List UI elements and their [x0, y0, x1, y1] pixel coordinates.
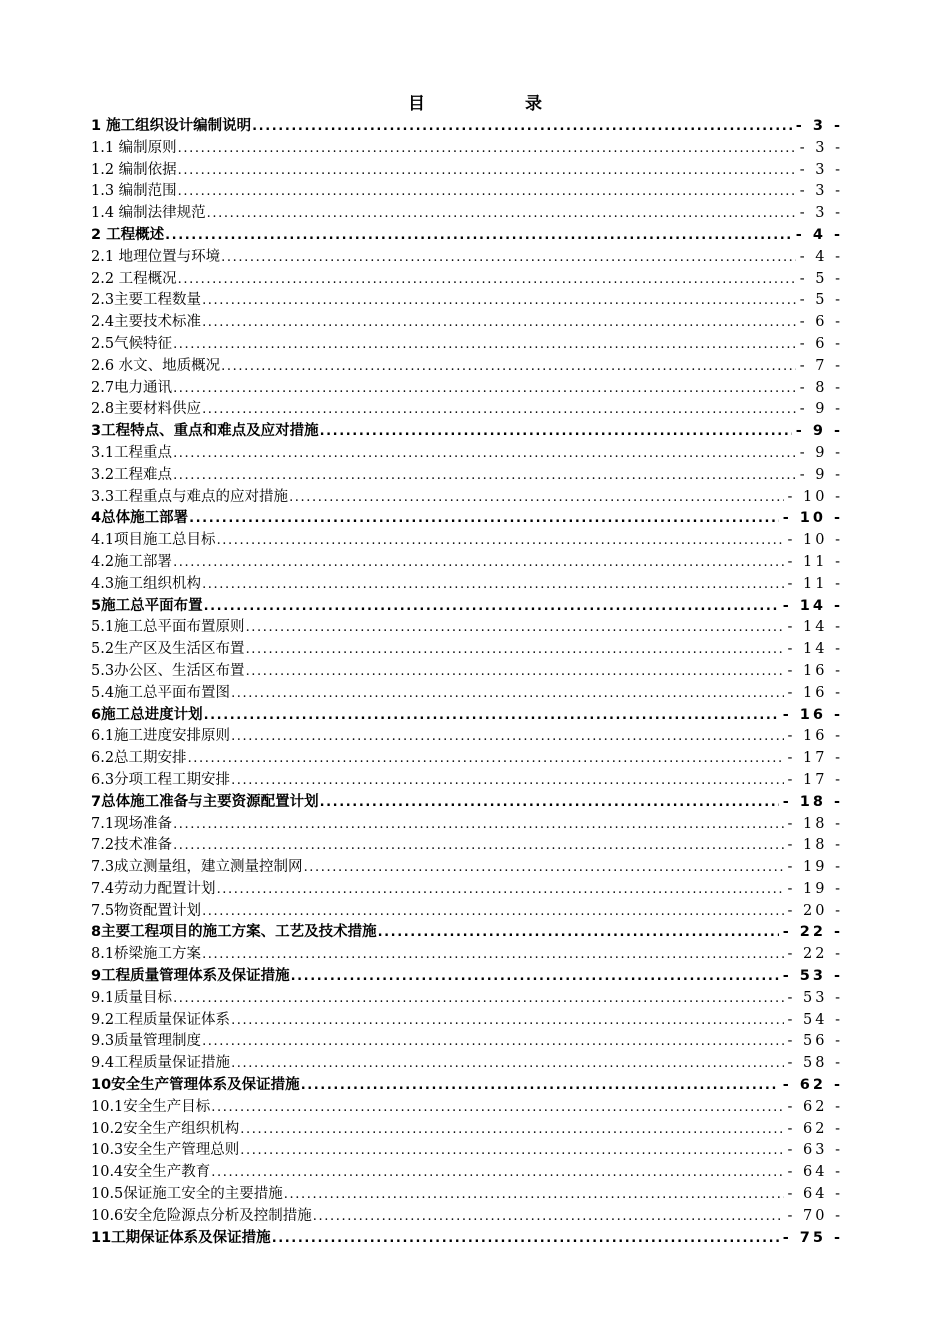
toc-entry-page-number: - 14 - — [787, 619, 843, 636]
toc-dot-leader — [301, 1075, 779, 1097]
toc-entry-page-number: - 14 - — [787, 641, 843, 658]
toc-dot-leader — [304, 857, 784, 879]
toc-dot-leader — [211, 1162, 783, 1184]
toc-entry-page-number: - 3 - — [799, 183, 843, 200]
toc-entry-page-number: - 22 - — [782, 924, 843, 941]
toc-entry-page-number: - 62 - — [787, 1120, 843, 1137]
toc-dot-leader — [231, 726, 783, 748]
toc-entry-page-number: - 11 - — [787, 575, 843, 592]
toc-entry-label: 1.3 编制范围 — [91, 183, 177, 200]
toc-entry-section[interactable] — [91, 879, 843, 901]
toc-title-char-1: 目 — [408, 94, 425, 114]
toc-entry-label: 5.3办公区、生活区布置 — [91, 662, 245, 679]
toc-dot-leader — [173, 988, 783, 1010]
toc-entry-label: 4.2施工部署 — [91, 553, 173, 570]
toc-dot-leader — [246, 617, 784, 639]
toc-entry-page-number: - 56 - — [787, 1033, 843, 1050]
toc-entry-section[interactable] — [91, 530, 843, 552]
toc-dot-leader — [291, 966, 779, 988]
toc-entry-chapter[interactable] — [91, 1228, 843, 1250]
toc-entry-chapter[interactable] — [91, 792, 843, 814]
toc-entry-label: 8主要工程项目的施工方案、工艺及技术措施 — [91, 924, 377, 941]
toc-dot-leader — [204, 705, 779, 727]
toc-entry-label: 11工期保证体系及保证措施 — [91, 1229, 271, 1246]
toc-dot-leader — [240, 1140, 783, 1162]
toc-entry-page-number: - 7 - — [799, 357, 843, 374]
toc-entry-chapter[interactable] — [91, 421, 843, 443]
toc-dot-leader — [231, 683, 783, 705]
toc-dot-leader — [173, 835, 783, 857]
toc-entry-page-number: - 3 - — [799, 161, 843, 178]
toc-entry-section[interactable] — [91, 1097, 843, 1119]
toc-entry-page-number: - 19 - — [787, 859, 843, 876]
toc-entry-page-number: - 16 - — [782, 706, 843, 723]
toc-dot-leader — [217, 530, 784, 552]
toc-entry-page-number: - 9 - — [799, 466, 843, 483]
toc-entry-page-number: - 16 - — [787, 684, 843, 701]
toc-entry-chapter[interactable] — [91, 596, 843, 618]
toc-entry-section[interactable] — [91, 661, 843, 683]
toc-dot-leader — [188, 748, 784, 770]
toc-title — [0, 92, 950, 116]
toc-entry-page-number: - 62 - — [787, 1098, 843, 1115]
toc-dot-leader — [378, 922, 779, 944]
toc-entry-label: 7总体施工准备与主要资源配置计划 — [91, 793, 319, 810]
toc-entry-chapter[interactable] — [91, 225, 843, 247]
toc-entry-label: 9工程质量管理体系及保证措施 — [91, 968, 290, 985]
toc-entry-page-number: - 18 - — [787, 837, 843, 854]
toc-entry-label: 10安全生产管理体系及保证措施 — [91, 1077, 300, 1094]
toc-entry-label: 6.3分项工程工期安排 — [91, 771, 231, 788]
toc-entry-section[interactable] — [91, 399, 843, 421]
toc-entry-label: 5施工总平面布置 — [91, 597, 203, 614]
toc-entry-chapter[interactable] — [91, 508, 843, 530]
toc-dot-leader — [173, 552, 783, 574]
toc-entry-label: 3.2工程难点 — [91, 466, 173, 483]
toc-entry-section[interactable] — [91, 443, 843, 465]
toc-entry-page-number: - 53 - — [782, 968, 843, 985]
toc-entry-label: 7.2技术准备 — [91, 837, 173, 854]
toc-dot-leader — [173, 443, 796, 465]
toc-dot-leader — [202, 944, 783, 966]
toc-entry-label: 3.3工程重点与难点的应对措施 — [91, 488, 289, 505]
toc-dot-leader — [173, 378, 796, 400]
toc-entry-label: 6施工总进度计划 — [91, 706, 203, 723]
toc-dot-leader — [202, 312, 796, 334]
toc-dot-leader — [178, 269, 796, 291]
toc-entry-page-number: - 54 - — [787, 1011, 843, 1028]
toc-dot-leader — [252, 116, 792, 138]
toc-entry-label: 4总体施工部署 — [91, 510, 189, 527]
toc-entry-page-number: - 20 - — [787, 902, 843, 919]
toc-entry-label: 9.3质量管理制度 — [91, 1033, 202, 1050]
toc-entry-label: 7.1现场准备 — [91, 815, 173, 832]
toc-entry-section[interactable] — [91, 944, 843, 966]
toc-dot-leader — [173, 814, 783, 836]
toc-entry-section[interactable] — [91, 312, 843, 334]
toc-entry-section[interactable] — [91, 1031, 843, 1053]
toc-entry-label: 2.6 水文、地质概况 — [91, 357, 221, 374]
toc-entry-section[interactable] — [91, 247, 843, 269]
toc-entry-chapter[interactable] — [91, 966, 843, 988]
toc-entry-chapter[interactable] — [91, 922, 843, 944]
toc-entry-page-number: - 10 - — [787, 488, 843, 505]
toc-dot-leader — [246, 639, 784, 661]
toc-title-char-2: 录 — [525, 94, 542, 114]
toc-entry-label: 10.4安全生产教育 — [91, 1164, 211, 1181]
toc-entry-label: 7.3成立测量组，建立测量控制网 — [91, 859, 303, 876]
toc-entry-label: 8.1桥梁施工方案 — [91, 946, 202, 963]
toc-entry-section[interactable] — [91, 835, 843, 857]
toc-entry-label: 1.2 编制依据 — [91, 161, 177, 178]
toc-dot-leader — [202, 574, 783, 596]
toc-entry-label: 9.1质量目标 — [91, 989, 173, 1006]
toc-entry-label: 3工程特点、重点和难点及应对措施 — [91, 423, 319, 440]
toc-entry-label: 10.5保证施工安全的主要措施 — [91, 1186, 283, 1203]
toc-dot-leader — [284, 1184, 784, 1206]
toc-entry-section[interactable] — [91, 574, 843, 596]
toc-entry-page-number: - 3 - — [799, 139, 843, 156]
toc-dot-leader — [320, 792, 779, 814]
toc-dot-leader — [231, 1053, 783, 1075]
toc-entry-section[interactable] — [91, 639, 843, 661]
toc-entry-page-number: - 9 - — [799, 444, 843, 461]
toc-entry-section[interactable] — [91, 334, 843, 356]
toc-dot-leader — [240, 1119, 783, 1141]
toc-dot-leader — [313, 1206, 784, 1228]
toc-dot-leader — [178, 138, 796, 160]
toc-entry-page-number: - 63 - — [787, 1142, 843, 1159]
toc-dot-leader — [202, 901, 783, 923]
toc-entry-label: 1.4 编制法律规范 — [91, 205, 206, 222]
toc-entry-label: 1.1 编制原则 — [91, 139, 177, 156]
toc-entry-page-number: - 10 - — [787, 532, 843, 549]
toc-entry-page-number: - 16 - — [787, 728, 843, 745]
toc-entry-page-number: - 14 - — [782, 597, 843, 614]
toc-entry-label: 2.5气候特征 — [91, 335, 173, 352]
toc-entry-section[interactable] — [91, 770, 843, 792]
toc-entry-section[interactable] — [91, 356, 843, 378]
toc-entry-section[interactable] — [91, 269, 843, 291]
toc-entry-section[interactable] — [91, 857, 843, 879]
toc-entry-label: 4.1项目施工总目标 — [91, 532, 216, 549]
toc-entry-label: 1 施工组织设计编制说明 — [91, 118, 252, 134]
toc-dot-leader — [189, 508, 779, 530]
toc-entry-page-number: - 10 - — [782, 510, 843, 527]
toc-entry-page-number: - 5 - — [799, 270, 843, 287]
toc-dot-leader — [221, 356, 796, 378]
toc-dot-leader — [320, 421, 792, 443]
toc-entry-section[interactable] — [91, 290, 843, 312]
toc-entry-label: 6.1施工进度安排原则 — [91, 728, 231, 745]
toc-entry-page-number: - 4 - — [795, 226, 843, 243]
toc-entry-section[interactable] — [91, 988, 843, 1010]
toc-entry-chapter[interactable] — [91, 1075, 843, 1097]
toc-dot-leader — [231, 1010, 783, 1032]
toc-entry-page-number: - 4 - — [799, 248, 843, 265]
toc-entry-page-number: - 18 - — [787, 815, 843, 832]
toc-entry-section[interactable] — [91, 552, 843, 574]
toc-entry-label: 3.1工程重点 — [91, 444, 173, 461]
toc-entry-label: 2.2 工程概况 — [91, 270, 177, 287]
toc-dot-leader — [173, 465, 796, 487]
toc-entry-section[interactable] — [91, 1053, 843, 1075]
toc-entry-label: 5.2生产区及生活区布置 — [91, 641, 245, 658]
toc-dot-leader — [204, 596, 779, 618]
toc-dot-leader — [207, 203, 796, 225]
toc-entry-section[interactable] — [91, 748, 843, 770]
toc-entry-section[interactable] — [91, 683, 843, 705]
toc-dot-leader — [272, 1228, 779, 1250]
toc-entry-label: 2 工程概述 — [91, 226, 165, 243]
toc-entry-label: 9.2工程质量保证体系 — [91, 1011, 231, 1028]
toc-entry-section[interactable] — [91, 1010, 843, 1032]
toc-entry-page-number: - 75 - — [782, 1229, 843, 1246]
toc-entry-page-number: - 70 - — [787, 1207, 843, 1224]
toc-entry-label: 4.3施工组织机构 — [91, 575, 202, 592]
toc-entry-chapter[interactable] — [91, 116, 843, 138]
toc-entry-label: 5.1施工总平面布置原则 — [91, 619, 245, 636]
toc-entry-section[interactable] — [91, 1119, 843, 1141]
toc-dot-leader — [217, 879, 784, 901]
toc-entry-section[interactable] — [91, 901, 843, 923]
toc-entry-page-number: - 64 - — [787, 1186, 843, 1203]
toc-entry-page-number: - 9 - — [799, 401, 843, 418]
toc-entry-label: 2.7电力通讯 — [91, 379, 173, 396]
toc-entry-section[interactable] — [91, 181, 843, 203]
toc-entry-section[interactable] — [91, 1140, 843, 1162]
toc-entry-section[interactable] — [91, 1162, 843, 1184]
toc-dot-leader — [178, 160, 796, 182]
toc-entry-label: 2.3主要工程数量 — [91, 292, 202, 309]
toc-entry-section[interactable] — [91, 1184, 843, 1206]
toc-dot-leader — [202, 399, 796, 421]
toc-entry-label: 6.2总工期安排 — [91, 750, 187, 767]
toc-entry-section[interactable] — [91, 1206, 843, 1228]
toc-entry-label: 10.1安全生产目标 — [91, 1098, 211, 1115]
toc-dot-leader — [211, 1097, 783, 1119]
toc-dot-leader — [231, 770, 783, 792]
toc-entry-section[interactable] — [91, 160, 843, 182]
toc-entry-section[interactable] — [91, 138, 843, 160]
toc-entry-label: 2.4主要技术标准 — [91, 314, 202, 331]
toc-entry-page-number: - 6 - — [799, 314, 843, 331]
toc-entry-page-number: - 62 - — [782, 1077, 843, 1094]
toc-entry-section[interactable] — [91, 487, 843, 509]
toc-entry-page-number: - 22 - — [787, 946, 843, 963]
toc-dot-leader — [165, 225, 792, 247]
toc-entry-page-number: - 53 - — [787, 989, 843, 1006]
toc-entry-page-number: - 3 - — [799, 205, 843, 222]
toc-entry-label: 2.8主要材料供应 — [91, 401, 202, 418]
toc-entry-section[interactable] — [91, 465, 843, 487]
toc-entry-page-number: - 64 - — [787, 1164, 843, 1181]
table-of-contents — [91, 116, 843, 1249]
toc-entry-section[interactable] — [91, 203, 843, 225]
toc-entry-page-number: - 6 - — [799, 335, 843, 352]
toc-entry-page-number: - 16 - — [787, 662, 843, 679]
toc-entry-page-number: - 58 - — [787, 1055, 843, 1072]
toc-entry-section[interactable] — [91, 378, 843, 400]
toc-entry-page-number: - 19 - — [787, 880, 843, 897]
toc-entry-label: 7.5物资配置计划 — [91, 902, 202, 919]
toc-entry-section[interactable] — [91, 617, 843, 639]
toc-dot-leader — [221, 247, 796, 269]
toc-entry-label: 9.4工程质量保证措施 — [91, 1055, 231, 1072]
toc-entry-section[interactable] — [91, 814, 843, 836]
toc-dot-leader — [178, 181, 796, 203]
toc-entry-page-number: - 11 - — [787, 553, 843, 570]
toc-entry-page-number: - 9 - — [795, 423, 843, 440]
toc-entry-page-number: - 5 - — [799, 292, 843, 309]
toc-dot-leader — [173, 334, 796, 356]
toc-entry-label: 10.6安全危险源点分析及控制措施 — [91, 1207, 312, 1224]
toc-entry-page-number: - 17 - — [787, 771, 843, 788]
toc-entry-page-number: - 8 - — [799, 379, 843, 396]
toc-entry-section[interactable] — [91, 726, 843, 748]
toc-entry-label: 2.1 地理位置与环境 — [91, 248, 221, 265]
toc-dot-leader — [289, 487, 783, 509]
toc-entry-page-number: - 17 - — [787, 750, 843, 767]
toc-dot-leader — [246, 661, 784, 683]
toc-entry-label: 7.4劳动力配置计划 — [91, 880, 216, 897]
toc-entry-page-number: - 3 - — [795, 118, 843, 134]
toc-entry-page-number: - 18 - — [782, 793, 843, 810]
toc-entry-label: 10.2安全生产组织机构 — [91, 1120, 240, 1137]
toc-dot-leader — [202, 290, 796, 312]
toc-entry-chapter[interactable] — [91, 705, 843, 727]
toc-dot-leader — [202, 1031, 783, 1053]
toc-entry-label: 10.3安全生产管理总则 — [91, 1142, 240, 1159]
toc-entry-label: 5.4施工总平面布置图 — [91, 684, 231, 701]
